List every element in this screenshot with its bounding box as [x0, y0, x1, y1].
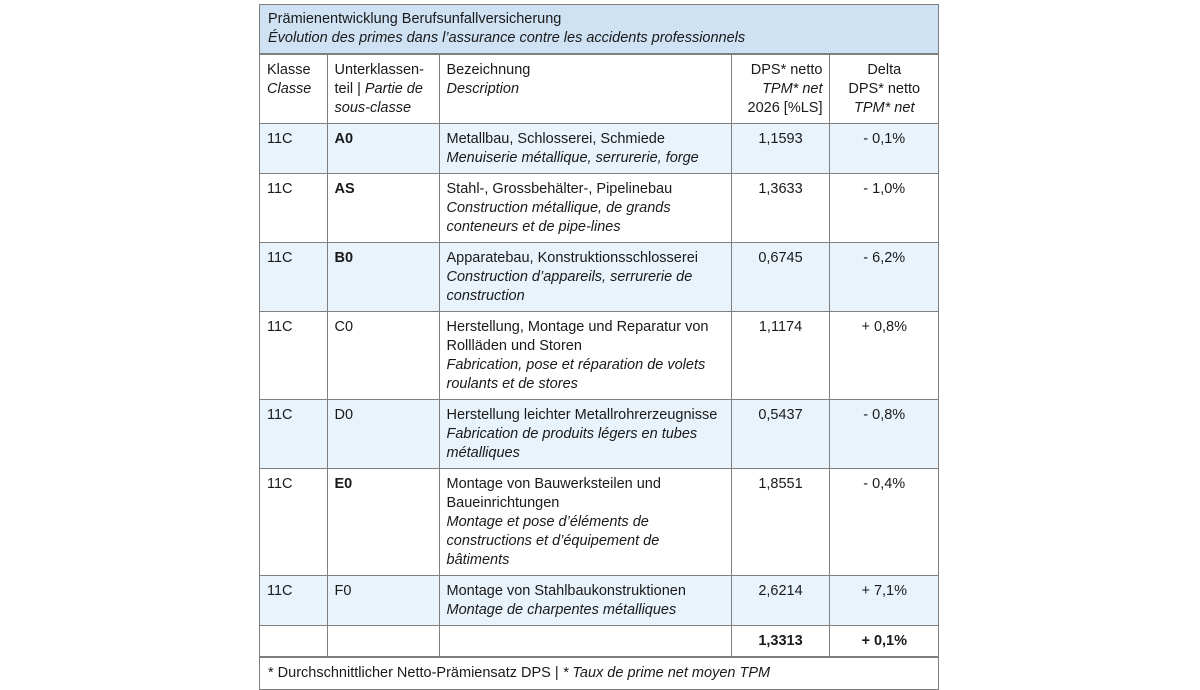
cell-bezeichnung-de: Stahl-, Grossbehälter-, Pipelinebau — [446, 181, 673, 197]
table-row — [260, 243, 938, 312]
cell-dps: 2,6214 — [731, 576, 829, 626]
cell-bezeichnung-fr: Montage de charpentes métalliques — [446, 602, 677, 618]
table-row — [260, 312, 938, 400]
cell-bezeichnung-fr: Fabrication, pose et réparation de volets roulants et de stores — [446, 357, 706, 392]
header-unterklasse-fr: Partie de sous-classe — [334, 81, 423, 116]
header-dps-de: DPS* netto — [750, 62, 823, 78]
cell-bezeichnung — [439, 400, 731, 469]
header-dps — [731, 55, 829, 124]
cell-empty — [439, 626, 731, 657]
cell-delta: - 6,2% — [829, 243, 938, 312]
table-title — [260, 5, 938, 54]
cell-teil: B0 — [327, 243, 439, 312]
cell-dps: 1,8551 — [731, 469, 829, 576]
footnote-fr: * Taux de prime net moyen TPM — [562, 665, 771, 681]
header-klasse-fr: Classe — [267, 81, 312, 97]
cell-bezeichnung-de: Montage von Bauwerksteilen und Baueinrichtungen — [446, 476, 661, 511]
cell-dps: 0,5437 — [731, 400, 829, 469]
total-dps: 1,3313 — [731, 626, 829, 657]
total-delta: + 0,1% — [829, 626, 938, 657]
header-klasse — [260, 55, 327, 124]
cell-delta: - 0,1% — [829, 124, 938, 174]
cell-bezeichnung — [439, 576, 731, 626]
header-row — [260, 55, 938, 124]
footnote — [260, 657, 938, 689]
cell-bezeichnung-fr: Menuiserie métallique, serrurerie, forge — [446, 150, 699, 166]
table-row — [260, 400, 938, 469]
footnote-de: * Durchschnittlicher Netto-Prämiensatz DPS | — [268, 665, 559, 681]
cell-bezeichnung — [439, 243, 731, 312]
cell-bezeichnung-fr: Montage et pose d’éléments de constructions et d’équipement de bâtiments — [446, 514, 660, 568]
cell-bezeichnung — [439, 312, 731, 400]
cell-klasse: 11C — [260, 400, 327, 469]
table-body — [260, 124, 938, 657]
cell-teil: D0 — [327, 400, 439, 469]
header-unterklasse-de: Unterklassen-teil | — [334, 62, 424, 97]
cell-empty — [327, 626, 439, 657]
cell-dps: 1,3633 — [731, 174, 829, 243]
cell-bezeichnung-de: Herstellung leichter Metallrohrerzeugnisse — [446, 407, 718, 423]
header-delta — [829, 55, 938, 124]
cell-teil: F0 — [327, 576, 439, 626]
cell-dps: 1,1174 — [731, 312, 829, 400]
cell-dps: 0,6745 — [731, 243, 829, 312]
header-delta-fr: TPM* net — [854, 100, 915, 116]
cell-bezeichnung-fr: Construction d’appareils, serrurerie de construction — [446, 269, 693, 304]
header-dps-fr: TPM* net — [762, 81, 823, 97]
cell-teil: E0 — [327, 469, 439, 576]
header-delta-de1: Delta — [867, 62, 902, 78]
cell-bezeichnung-fr: Construction métallique, de grands conteneurs et de pipe-lines — [446, 200, 671, 235]
title-de: Prämienentwicklung Berufsunfallversicherung — [268, 11, 562, 27]
cell-dps: 1,1593 — [731, 124, 829, 174]
cell-bezeichnung-de: Herstellung, Montage und Reparatur von Rollläden und Storen — [446, 319, 709, 354]
cell-delta: - 0,8% — [829, 400, 938, 469]
header-bezeichnung — [439, 55, 731, 124]
cell-bezeichnung — [439, 174, 731, 243]
cell-bezeichnung-de: Montage von Stahlbaukonstruktionen — [446, 583, 686, 599]
cell-delta: - 1,0% — [829, 174, 938, 243]
cell-bezeichnung-fr: Fabrication de produits légers en tubes métalliques — [446, 426, 698, 461]
cell-bezeichnung-de: Apparatebau, Konstruktionsschlosserei — [446, 250, 698, 266]
cell-klasse: 11C — [260, 124, 327, 174]
cell-delta: + 0,8% — [829, 312, 938, 400]
header-delta-de2: DPS* netto — [848, 81, 921, 97]
premium-table-frame — [259, 4, 939, 690]
cell-teil: A0 — [327, 124, 439, 174]
cell-delta: + 7,1% — [829, 576, 938, 626]
table-row — [260, 124, 938, 174]
header-klasse-de: Klasse — [267, 62, 311, 78]
cell-empty — [260, 626, 327, 657]
table-row — [260, 469, 938, 576]
table-row — [260, 576, 938, 626]
premium-table — [260, 54, 938, 657]
total-row — [260, 626, 938, 657]
cell-bezeichnung-de: Metallbau, Schlosserei, Schmiede — [446, 131, 665, 147]
cell-klasse: 11C — [260, 312, 327, 400]
cell-teil: C0 — [327, 312, 439, 400]
table-row — [260, 174, 938, 243]
cell-bezeichnung — [439, 469, 731, 576]
cell-bezeichnung — [439, 124, 731, 174]
cell-klasse: 11C — [260, 469, 327, 576]
header-dps-suffix: 2026 [%LS] — [747, 100, 823, 116]
title-fr: Évolution des primes dans l’assurance contre les accidents professionnels — [268, 30, 746, 46]
header-unterklasse — [327, 55, 439, 124]
cell-delta: - 0,4% — [829, 469, 938, 576]
header-bezeichnung-de: Bezeichnung — [446, 62, 531, 78]
cell-teil: AS — [327, 174, 439, 243]
cell-klasse: 11C — [260, 243, 327, 312]
cell-klasse: 11C — [260, 174, 327, 243]
header-bezeichnung-fr: Description — [446, 81, 520, 97]
cell-klasse: 11C — [260, 576, 327, 626]
